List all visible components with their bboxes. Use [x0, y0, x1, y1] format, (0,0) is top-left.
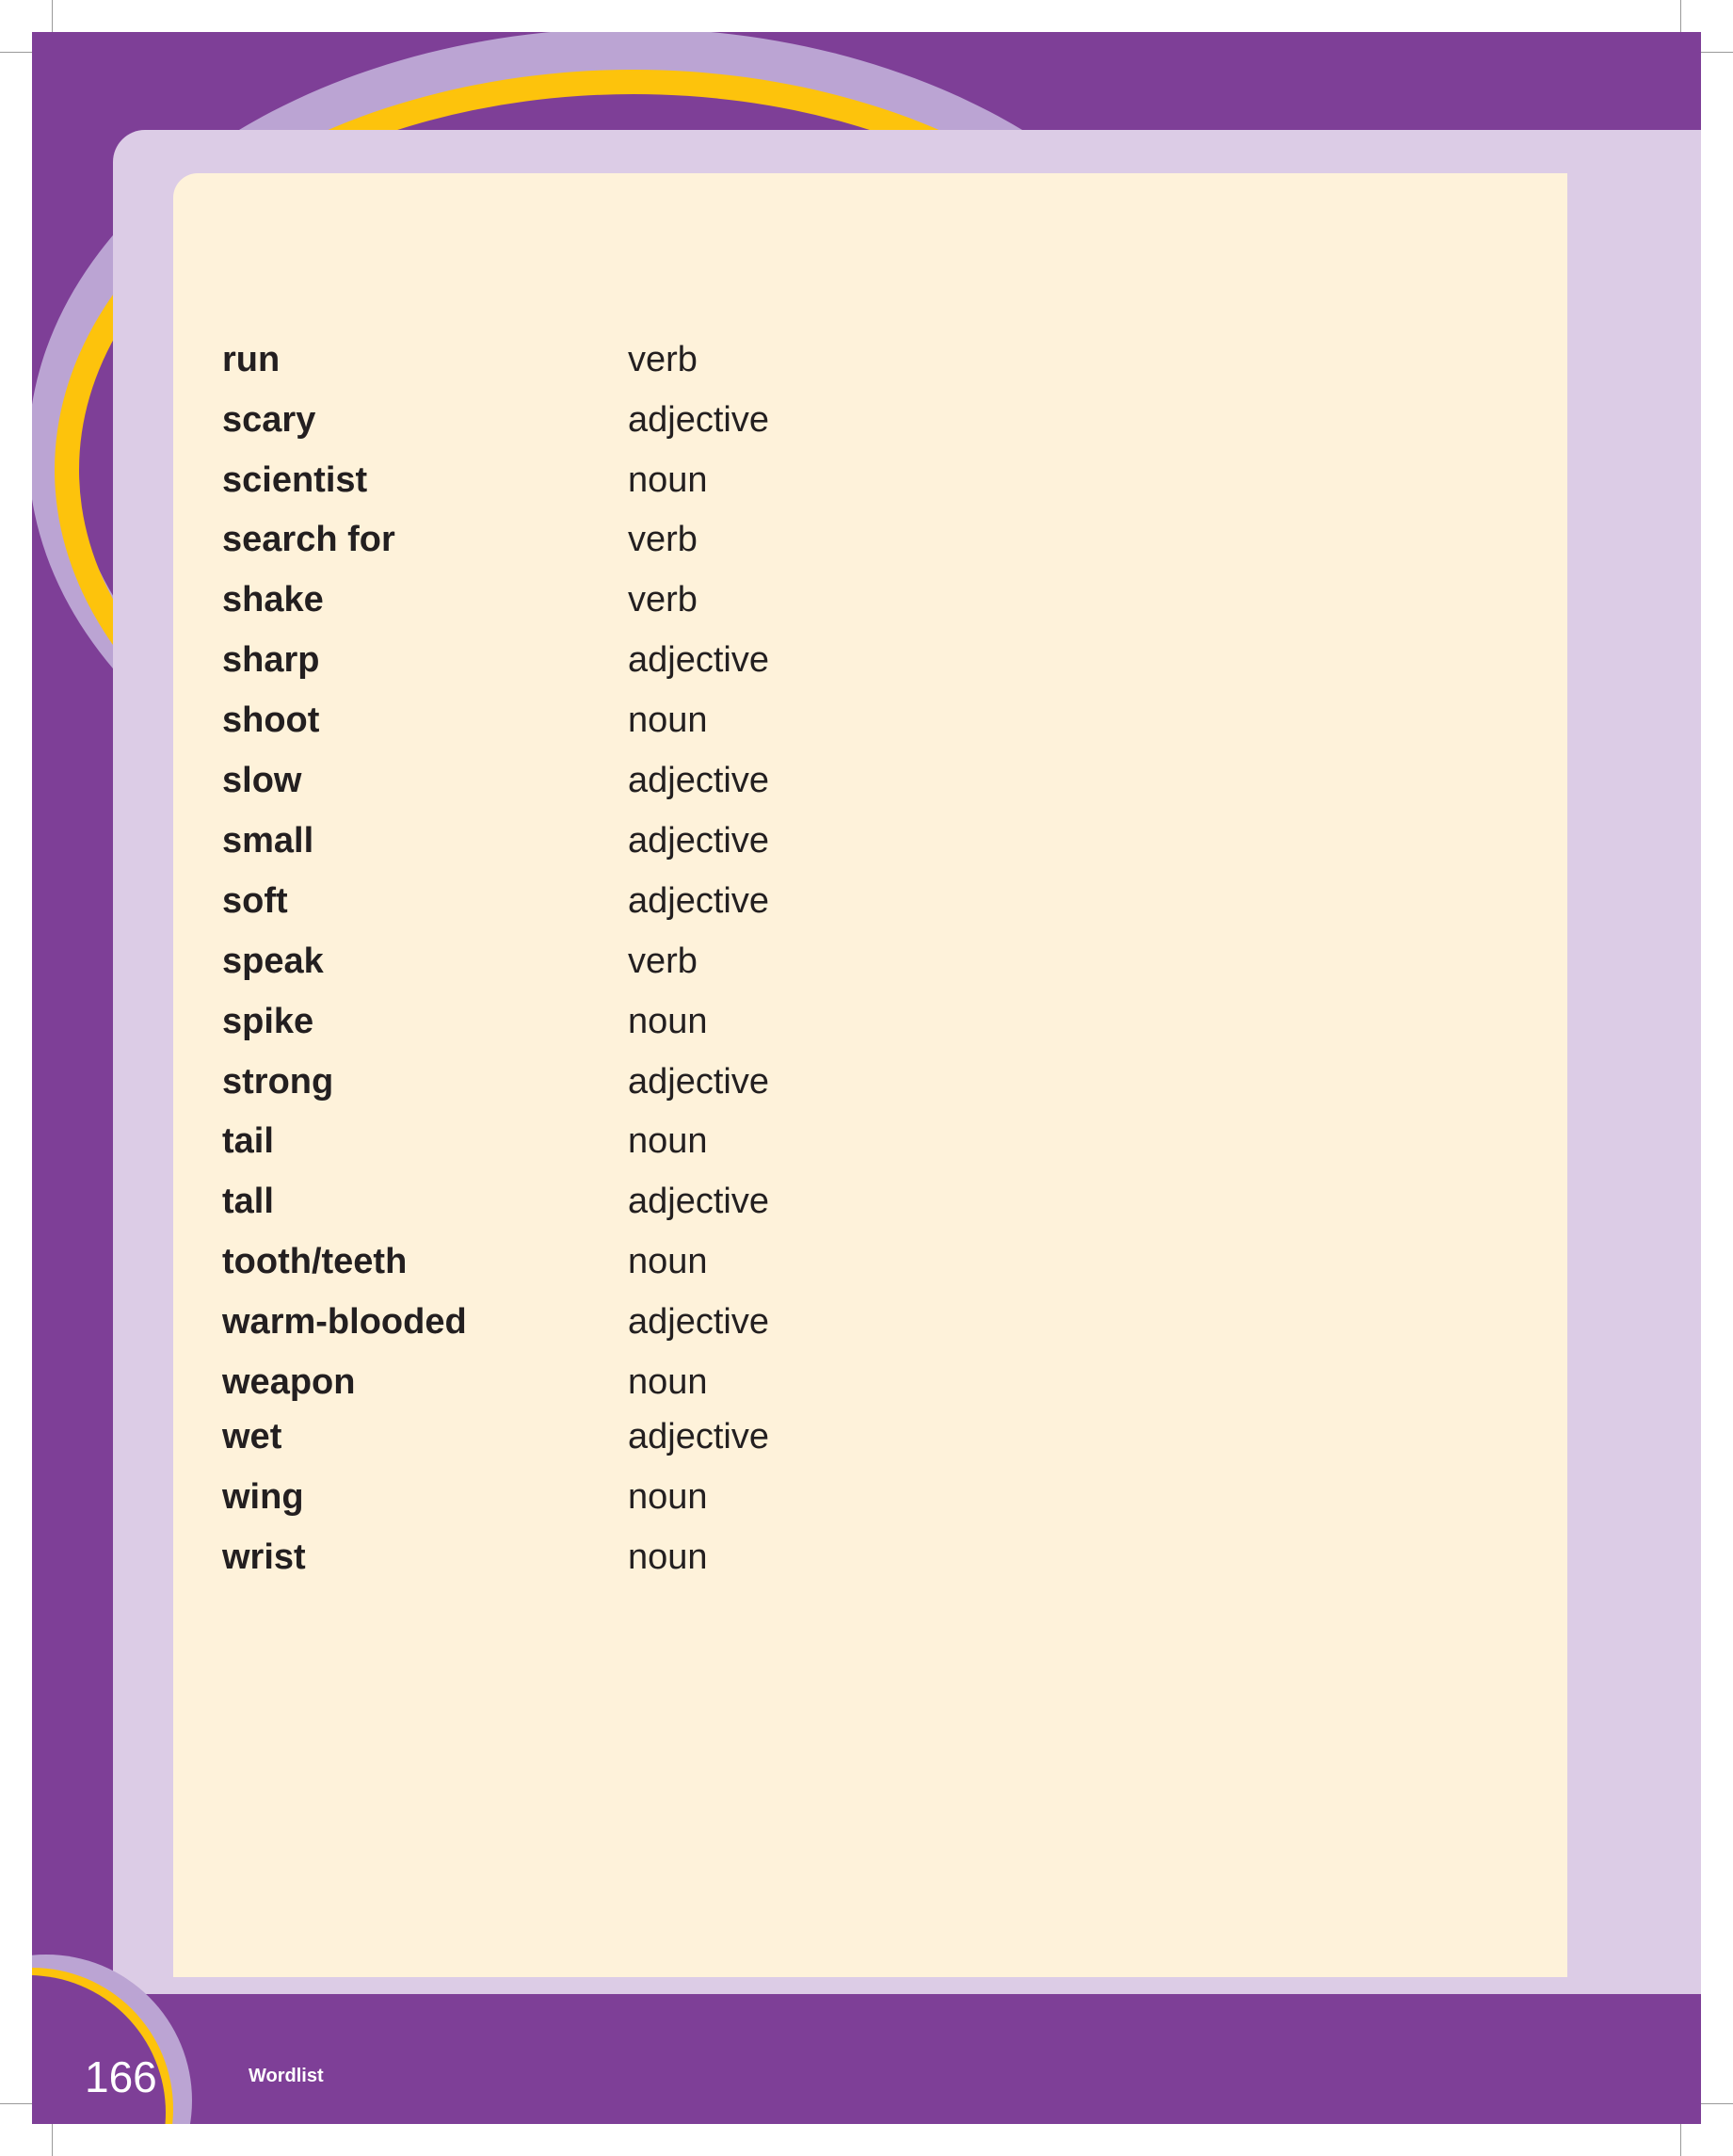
wordlist-word: search for [222, 520, 395, 559]
wordlist-row [173, 333, 1567, 386]
wordlist-row [173, 454, 1567, 507]
wordlist-word: sharp [222, 640, 320, 680]
wordlist-word: speak [222, 941, 324, 981]
wordlist-row [173, 1471, 1567, 1523]
wordlist-part-of-speech: adjective [628, 821, 769, 861]
wordlist-part-of-speech: verb [628, 580, 698, 619]
wordlist-word: tail [222, 1121, 274, 1161]
wordlist-word: spike [222, 1002, 314, 1041]
crop-mark [1680, 0, 1681, 32]
wordlist-word: scientist [222, 460, 368, 500]
wordlist-word: wing [222, 1477, 304, 1517]
wordlist-word: strong [222, 1062, 334, 1102]
wordlist-part-of-speech: verb [628, 340, 698, 379]
wordlist-row [173, 1115, 1567, 1167]
wordlist-row [173, 875, 1567, 927]
wordlist-row [173, 1235, 1567, 1288]
wordlist-row [173, 1055, 1567, 1108]
wordlist-row [173, 694, 1567, 747]
wordlist-row [173, 1295, 1567, 1348]
crop-mark [1680, 2124, 1681, 2156]
crop-mark [52, 2124, 53, 2156]
crop-mark [0, 52, 32, 53]
wordlist-row [173, 1531, 1567, 1584]
wordlist-part-of-speech: noun [628, 1242, 708, 1281]
wordlist-part-of-speech: verb [628, 941, 698, 981]
wordlist-word: scary [222, 400, 316, 440]
wordlist-part-of-speech: adjective [628, 881, 769, 921]
wordlist-part-of-speech: noun [628, 1477, 708, 1517]
wordlist-part-of-speech: noun [628, 1121, 708, 1161]
wordlist-word: wet [222, 1417, 282, 1456]
wordlist-row [173, 634, 1567, 686]
crop-mark [52, 0, 53, 32]
crop-mark [0, 2103, 32, 2104]
wordlist-row [173, 394, 1567, 446]
wordlist-part-of-speech: noun [628, 1362, 708, 1402]
page-number: 166 [85, 2052, 157, 2101]
wordlist-word: small [222, 821, 314, 861]
wordlist-part-of-speech: noun [628, 460, 708, 500]
crop-mark [1701, 2103, 1733, 2104]
section-label: Wordlist [249, 2066, 324, 2086]
wordlist-part-of-speech: adjective [628, 1182, 769, 1221]
wordlist-part-of-speech: adjective [628, 1062, 769, 1102]
crop-mark [1701, 52, 1733, 53]
wordlist-part-of-speech: verb [628, 520, 698, 559]
wordlist-word: run [222, 340, 281, 379]
wordlist-part-of-speech: adjective [628, 640, 769, 680]
wordlist-row [173, 995, 1567, 1048]
wordlist-part-of-speech: noun [628, 700, 708, 740]
wordlist-row [173, 814, 1567, 867]
wordlist-word: soft [222, 881, 288, 921]
wordlist-word: tall [222, 1182, 274, 1221]
wordlist-row [173, 1356, 1567, 1408]
wordlist-word: slow [222, 761, 302, 800]
wordlist-row [173, 1175, 1567, 1228]
wordlist-part-of-speech: adjective [628, 761, 769, 800]
wordlist-word: shoot [222, 700, 320, 740]
wordlist-word: wrist [222, 1537, 306, 1577]
wordlist-part-of-speech: noun [628, 1002, 708, 1041]
wordlist-page [32, 32, 1701, 2124]
wordlist-word: tooth/teeth [222, 1242, 408, 1281]
wordlist-part-of-speech: noun [628, 1537, 708, 1577]
content-panel [173, 173, 1567, 1977]
wordlist-row [173, 573, 1567, 626]
wordlist-word: weapon [222, 1362, 356, 1402]
wordlist-part-of-speech: adjective [628, 1302, 769, 1342]
wordlist-row [173, 1410, 1567, 1463]
wordlist-part-of-speech: adjective [628, 1417, 769, 1456]
wordlist-word: shake [222, 580, 324, 619]
wordlist-row [173, 935, 1567, 988]
wordlist-part-of-speech: adjective [628, 400, 769, 440]
wordlist-row [173, 754, 1567, 807]
wordlist-row [173, 513, 1567, 566]
wordlist-word: warm-blooded [222, 1302, 467, 1342]
